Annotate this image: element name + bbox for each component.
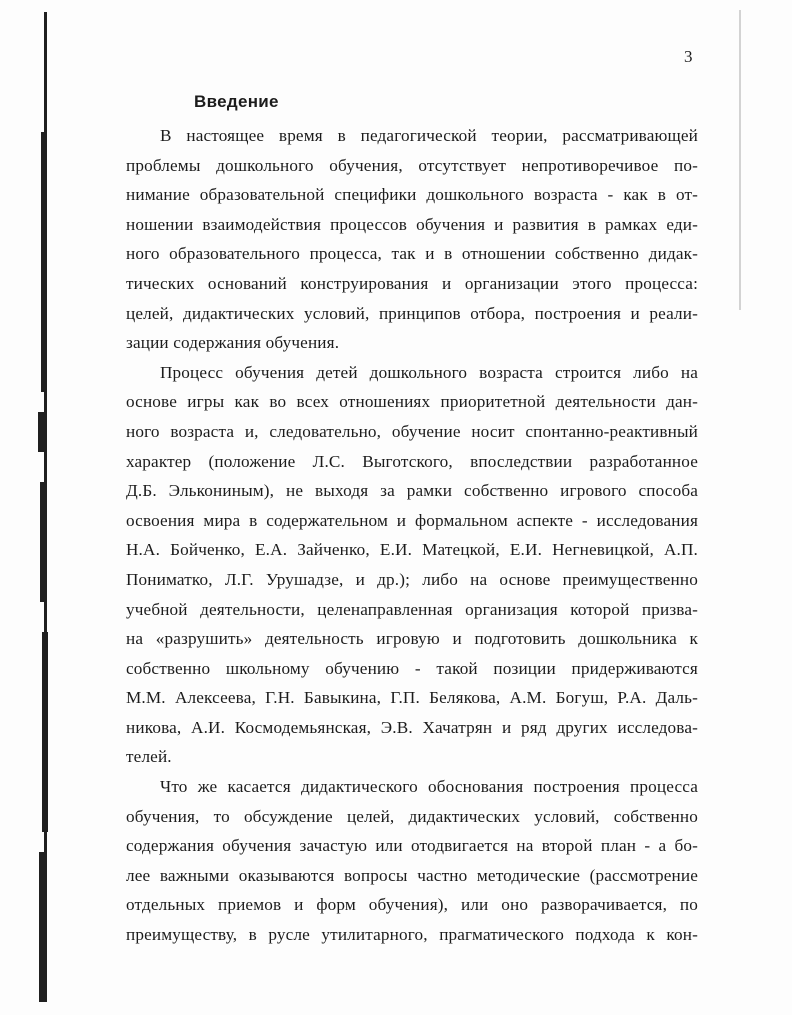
paragraph-line: ного образовательного процесса, так и в отношении собственно дидак-	[126, 244, 698, 264]
page-number: 3	[684, 47, 693, 66]
scan-right-edge	[739, 10, 741, 310]
paragraph-line: преимуществу, в русле утилитарного, прагматического подхода к кон-	[126, 925, 698, 945]
paragraph-line: тических оснований конструирования и организации этого процесса:	[126, 273, 698, 293]
paragraph-line: Процесс обучения детей дошкольного возраста строится либо на	[160, 362, 698, 382]
paragraph-line: собственно школьному обучению - такой позиции придерживаются	[126, 658, 698, 678]
paragraph-line: целей, дидактических условий, принципов отбора, построения и реали-	[126, 303, 698, 323]
section-heading: Введение	[194, 92, 279, 111]
paragraph-line: ного возраста и, следовательно, обучение носит спонтанно-реактивный	[126, 421, 698, 441]
paragraph-line: зации содержания обучения.	[126, 333, 340, 353]
paragraph-line: ношении взаимодействия процессов обучения и развития в рамках еди-	[126, 214, 698, 234]
paragraph-line: освоения мира в содержательном и формальном аспекте - исследования	[126, 510, 698, 530]
scan-binding-edge	[38, 12, 52, 1002]
paragraph-line: М.М. Алексеева, Г.Н. Бавыкина, Г.П. Белякова, А.М. Богуш, Р.А. Даль-	[126, 688, 698, 708]
paragraph-line: проблемы дошкольного обучения, отсутствует непротиворечивое по-	[126, 155, 698, 175]
paragraph-line: Д.Б. Элькониным), не выходя за рамки собственно игрового способа	[126, 481, 698, 501]
paragraph-line: отдельных приемов и форм обучения), или оно разворачивается, по	[126, 895, 698, 915]
paragraph-line: Пониматко, Л.Г. Урушадзе, и др.); либо на основе преимущественно	[126, 569, 698, 589]
paragraph-line: основе игры как во всех отношениях приоритетной деятельности дан-	[126, 392, 698, 412]
paragraph-line: лее важными оказываются вопросы частно методические (рассмотрение	[126, 865, 698, 885]
paragraph-line: Что же касается дидактического обоснования построения процесса	[160, 777, 698, 797]
paragraph-line: учебной деятельности, целенаправленная организация которой призва-	[126, 599, 698, 619]
paragraph-line: В настоящее время в педагогической теории, рассматривающей	[160, 126, 698, 145]
paragraph-line: обучения, то обсуждение целей, дидактических условий, собственно	[126, 806, 698, 826]
paragraph-line: на «разрушить» деятельность игровую и подготовить дошкольника к	[126, 629, 698, 649]
paragraph-line: никова, А.И. Космодемьянская, Э.В. Хачатрян и ряд других исследова-	[126, 717, 698, 737]
paragraph-line: характер (положение Л.С. Выготского, впоследствии разработанное	[126, 451, 698, 471]
paragraph-line: содержания обучения зачастую или отодвигается на второй план - а бо-	[126, 836, 698, 856]
paragraph-line: телей.	[126, 747, 172, 767]
body-text	[126, 121, 698, 950]
paragraph-line: Н.А. Бойченко, Е.А. Зайченко, Е.И. Матецкой, Е.И. Негневицкой, А.П.	[126, 540, 698, 560]
paragraph-line: нимание образовательной специфики дошкольного возраста - как в от-	[126, 185, 698, 205]
